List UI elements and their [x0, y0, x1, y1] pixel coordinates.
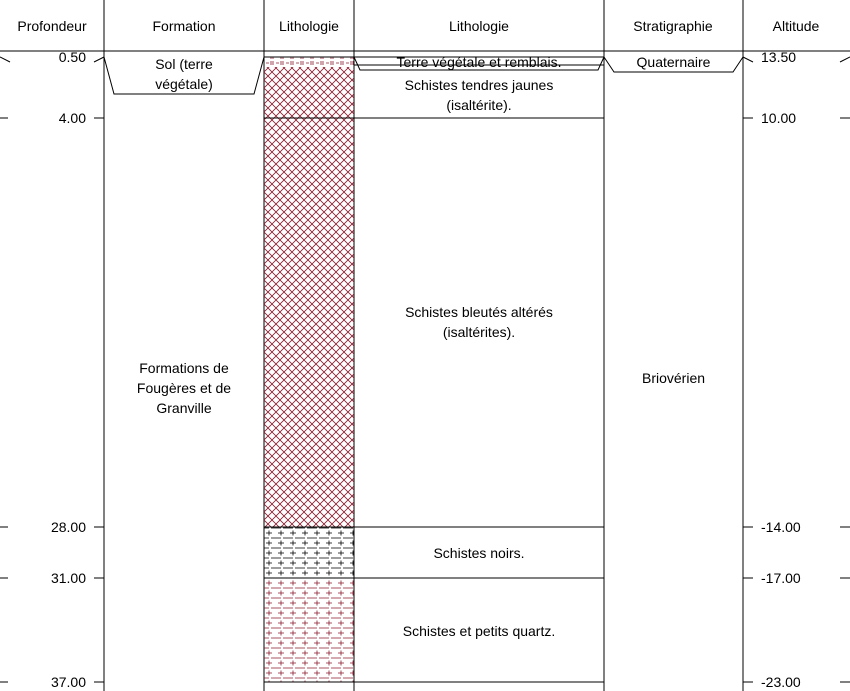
- lithology-fill-3: [264, 527, 354, 578]
- depth-label: 31.00: [50, 570, 86, 586]
- altitude-label: -23.00: [761, 674, 801, 690]
- lithology-fill-0: [264, 57, 354, 67]
- surface-mark-depth: [94, 57, 104, 62]
- lithology-description: Schistes tendres jaunes: [404, 77, 554, 93]
- formation-labels: [137, 56, 231, 416]
- stratigraphy-label: Quaternaire: [636, 54, 711, 70]
- header-lithology-column: Lithologie: [279, 18, 339, 34]
- altitude-label: -14.00: [761, 519, 801, 535]
- formation-label: Granville: [156, 400, 212, 416]
- altitude-label: 13.50: [761, 49, 797, 65]
- formation-label: Formations de: [139, 360, 229, 376]
- depth-label: 37.00: [50, 674, 86, 690]
- depth-label: 28.00: [50, 519, 86, 535]
- header-stratigraphy: Stratigraphie: [633, 18, 713, 34]
- lithology-descriptions: [397, 54, 562, 639]
- lithology-fill-1: [264, 67, 354, 118]
- stratigraphy-labels: [637, 54, 711, 386]
- surface-mark-left: [0, 57, 10, 62]
- formation-label: Fougères et de: [136, 380, 232, 396]
- depth-label: 0.50: [58, 49, 86, 65]
- header-lithology-description: Lithologie: [449, 18, 509, 34]
- lithology-description: (isaltérites).: [442, 324, 516, 340]
- lithology-description: (isaltérite).: [446, 97, 512, 113]
- header-altitude: Altitude: [772, 18, 820, 34]
- depth-axis: [0, 49, 104, 690]
- lithology-fill-2: [264, 118, 354, 527]
- lithology-description: Schistes bleutés altérés: [405, 304, 553, 320]
- lithology-fill-4: [264, 578, 354, 682]
- lithology-description: Schistes et petits quartz.: [402, 623, 556, 639]
- surface-mark-altitude: [743, 57, 753, 62]
- altitude-label: 10.00: [761, 110, 797, 126]
- header-row: [0, 18, 850, 51]
- surface-mark-right: [840, 57, 850, 62]
- altitude-label: -17.00: [761, 570, 801, 586]
- formation-label: Sol (terre: [155, 56, 213, 72]
- formation-label: végétale): [155, 76, 213, 92]
- column-dividers: [104, 0, 743, 691]
- stratigraphy-label: Briovérien: [641, 370, 706, 386]
- altitude-axis: [743, 49, 850, 690]
- lithology-fills: [264, 57, 354, 682]
- depth-label: 4.00: [58, 110, 86, 126]
- header-depth: Profondeur: [17, 18, 87, 34]
- lithology-description: Schistes noirs.: [433, 545, 525, 561]
- lithology-description: Terre végétale et remblais.: [396, 54, 562, 70]
- header-formation: Formation: [152, 18, 216, 34]
